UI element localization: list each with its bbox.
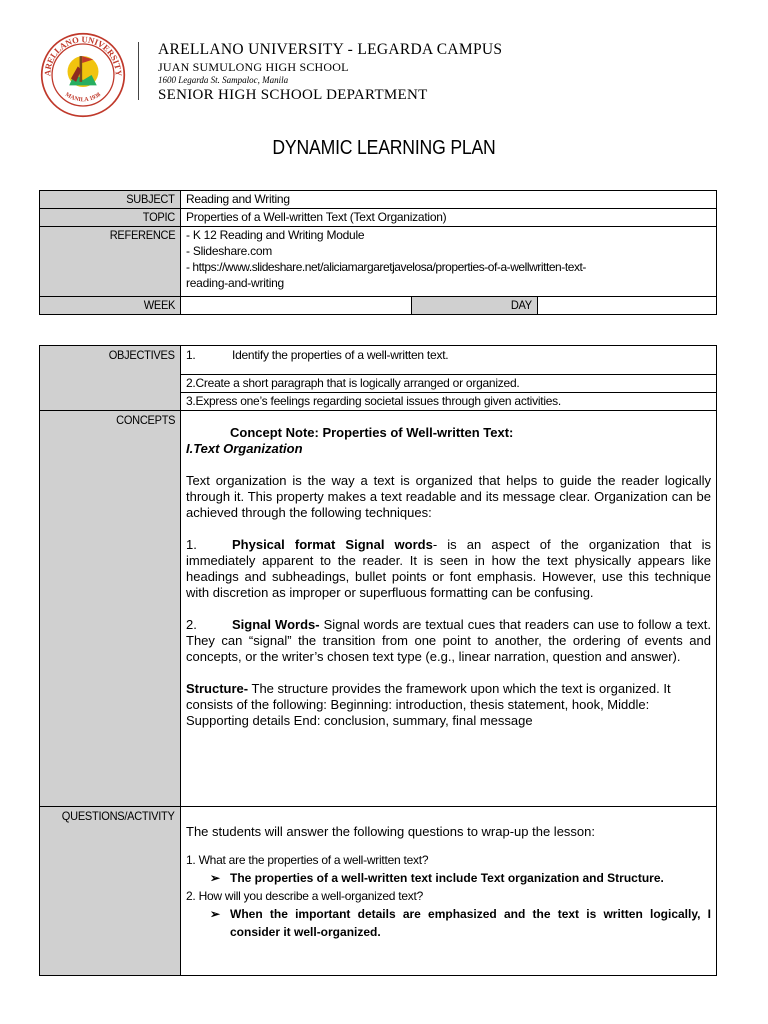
objective-item: 1. Identify the properties of a well-written text. xyxy=(181,346,717,375)
concepts-content xyxy=(181,411,717,807)
concepts-label: CONCEPTS xyxy=(40,411,181,807)
seal-ring-text: ARELLANO UNIVERSITY xyxy=(42,34,124,77)
answer-item: ➢ When the important details are emphasized and the text is written logically, I consider it well-organized. xyxy=(210,907,711,939)
reference-line: - Slideshare.com xyxy=(186,244,273,258)
objective-item: 2.Create a short paragraph that is logically arranged or organized. xyxy=(181,375,717,393)
school-name: JUAN SUMULONG HIGH SCHOOL xyxy=(158,60,349,74)
topic-label: TOPIC xyxy=(40,209,181,227)
questions-label: QUESTIONS/ACTIVITY xyxy=(40,807,181,976)
week-value xyxy=(181,297,412,315)
topic-value: Properties of a Well-written Text (Text Organization) xyxy=(181,209,717,227)
concept-item-physical-format: 1. Physical format Signal words- is an aspect of the organization that is immediately apparent to the reader. It is seen in how the text physically appears like headings and subheadings, bullet points or font emphasis. However, use this technique with discretion as improper or superfluous formatting can be confusing. xyxy=(186,537,712,600)
objective-item: 3.Express one’s feelings regarding societal issues through given activities. xyxy=(181,393,717,411)
reference-value xyxy=(181,227,717,297)
subject-label: SUBJECT xyxy=(40,191,181,209)
concept-item-signal-words: 2. Signal Words- Signal words are textual cues that readers can use to follow a text. They can “signal” the transition from one point to another, the ordering of events and concepts, or the writer’s chosen text type (e.g., linear narration, question and answer). xyxy=(186,617,712,664)
concept-intro-paragraph: Text organization is the way a text is organized that helps to guide the reader logically through it. This property makes a text readable and its message clear. Organization can be achieved through the following techniques: xyxy=(186,473,711,520)
objectives-label: OBJECTIVES xyxy=(40,346,181,411)
questions-intro: The students will answer the following questions to wrap-up the lesson: xyxy=(186,824,595,839)
arrow-bullet-icon: ➢ xyxy=(210,907,221,921)
concept-note-heading: Concept Note: Properties of Well-written Text: xyxy=(230,425,514,440)
questions-content xyxy=(181,807,717,976)
reference-line: - K 12 Reading and Writing Module xyxy=(186,228,365,242)
university-name: ARELLANO UNIVERSITY - LEGARDA CAMPUS xyxy=(158,41,503,58)
concept-item-structure: Structure- The structure provides the framework upon which the text is organized. It consists of the following: Beginning: introduction, thesis statement, hook, Middle: Supporting details End: conclusion, summary, final message xyxy=(186,681,671,728)
university-seal xyxy=(40,32,126,118)
reference-line: reading-and-writing xyxy=(186,276,284,290)
header-divider xyxy=(138,42,139,100)
arrow-bullet-icon: ➢ xyxy=(210,871,221,885)
subject-value: Reading and Writing xyxy=(181,191,717,209)
plan-table xyxy=(39,345,717,976)
info-table xyxy=(39,190,717,315)
department-name: SENIOR HIGH SCHOOL DEPARTMENT xyxy=(158,87,428,103)
day-value xyxy=(538,297,717,315)
document-title: DYNAMIC LEARNING PLAN xyxy=(272,137,496,159)
reference-label: REFERENCE xyxy=(40,227,181,297)
concept-section-heading: I.Text Organization xyxy=(186,441,303,456)
reference-line: - https://www.slideshare.net/aliciamargaretjavelosa/properties-of-a-wellwritten-text- xyxy=(186,260,586,274)
school-address: 1600 Legarda St. Sampaloc, Manila xyxy=(158,75,289,85)
answer-item: ➢ The properties of a well-written text include Text organization and Structure. xyxy=(210,871,664,885)
day-label: DAY xyxy=(412,297,538,315)
question-item: 1. What are the properties of a well-written text? xyxy=(186,853,429,867)
seal-bottom-text: MANILA 1938 xyxy=(63,91,103,104)
week-label: WEEK xyxy=(40,297,181,315)
question-item: 2. How will you describe a well-organized text? xyxy=(186,889,424,903)
